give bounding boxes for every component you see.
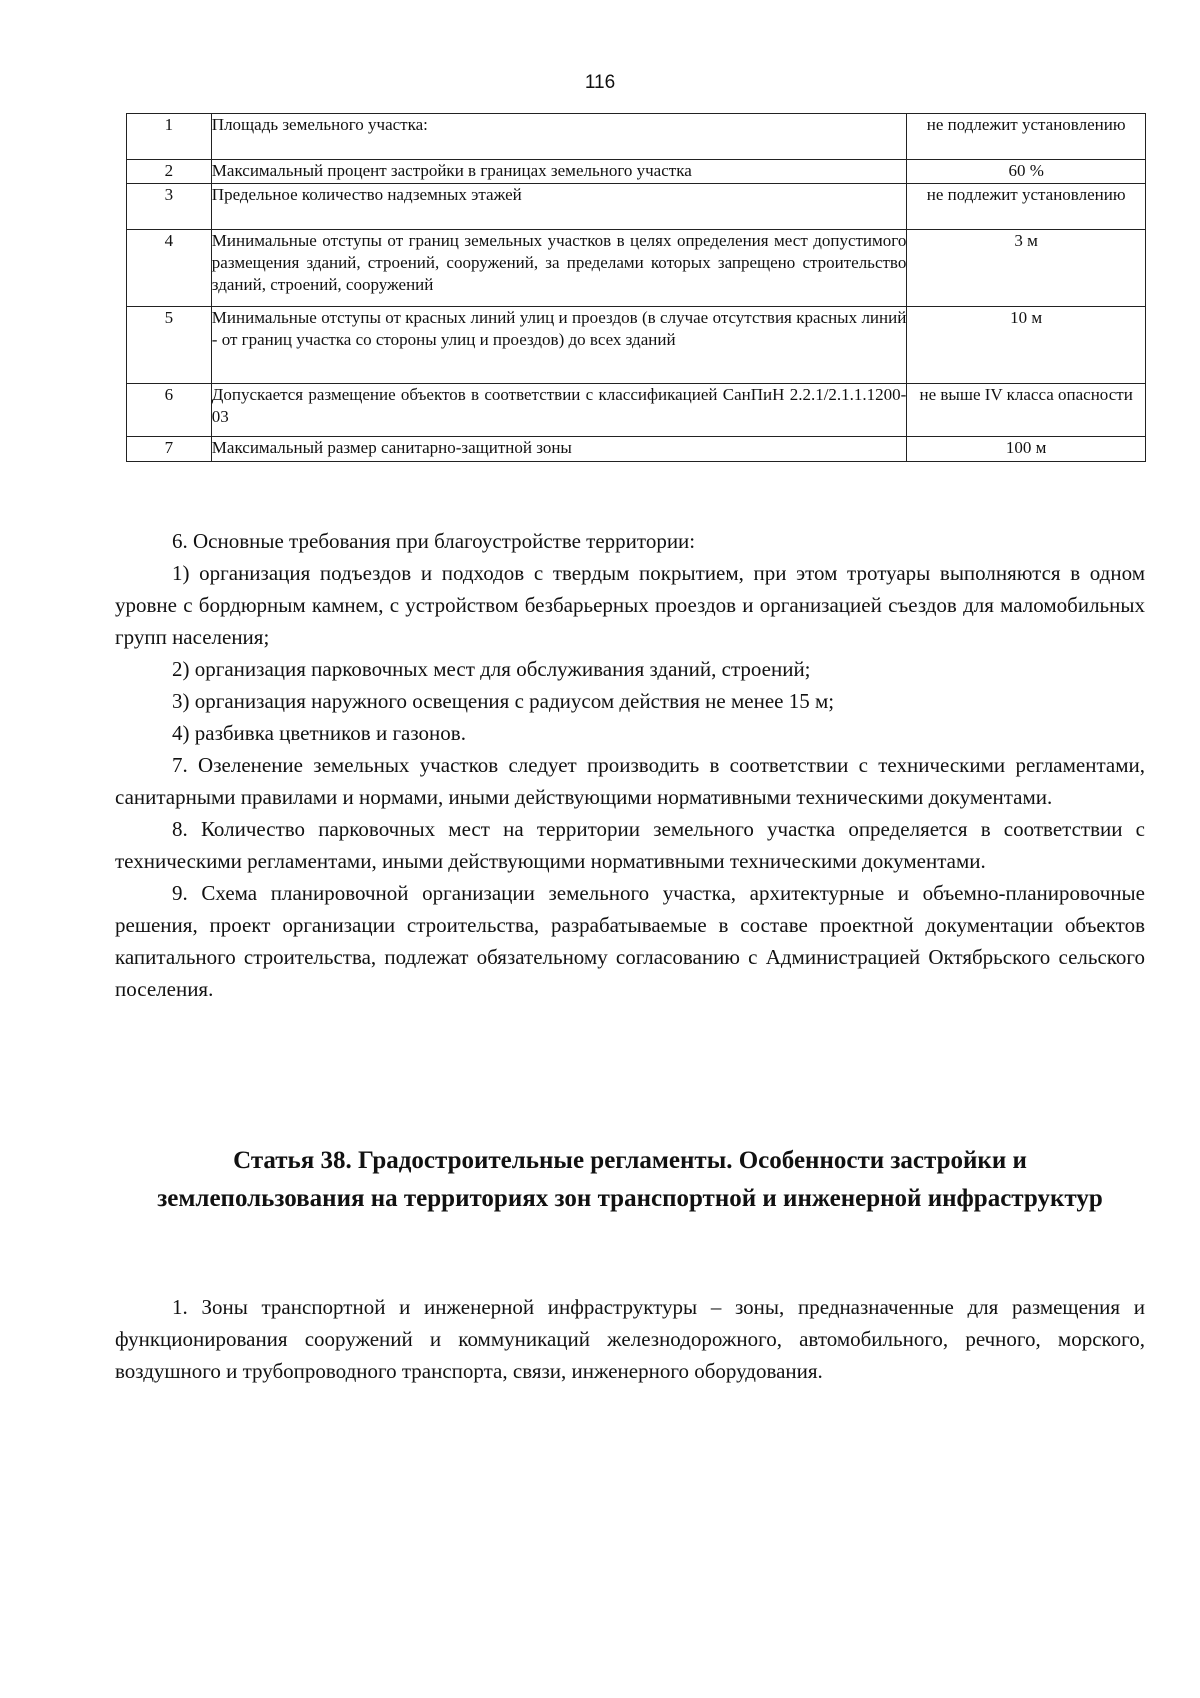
row-number: 4: [127, 230, 212, 307]
list-item: 2) организация парковочных мест для обслуживания зданий, строений;: [172, 657, 811, 681]
row-value: не выше IV класса опасности: [907, 384, 1146, 437]
table-row: [127, 230, 1146, 307]
list-item: 1) организация подъездов и подходов с твердым покрытием, при этом тротуары выполняются в одном уровне с бордюрным камнем, с устройством безбарьерных проездов и организацией съездов для маломобильных групп населения;: [115, 561, 1145, 649]
row-number: 6: [127, 384, 212, 437]
row-description: Предельное количество надземных этажей: [211, 184, 907, 230]
row-number: 2: [127, 160, 212, 184]
row-description: Минимальные отступы от границ земельных участков в целях определения мест допустимого размещения зданий, строений, сооружений, за пределами которых запрещено строительство зданий, строений, сооружений: [211, 230, 907, 307]
requirements-section: [115, 525, 1145, 1005]
table-row: [127, 160, 1146, 184]
row-description: Допускается размещение объектов в соответствии с классификацией СанПиН 2.2.1/2.1.1.1200-03: [211, 384, 907, 437]
row-description: Максимальный процент застройки в границах земельного участка: [211, 160, 907, 184]
row-value: не подлежит установлению: [907, 114, 1146, 160]
table-row: [127, 114, 1146, 160]
row-number: 7: [127, 437, 212, 462]
table-row: [127, 384, 1146, 437]
row-description: Минимальные отступы от красных линий улиц и проездов (в случае отсутствия красных линий - от границ участка со стороны улиц и проездов) до всех зданий: [211, 307, 907, 384]
table-row: [127, 437, 1146, 462]
article-paragraph-1: 1. Зоны транспортной и инженерной инфраструктуры – зоны, предназначенные для размещения и функционирования сооружений и коммуникаций железнодорожного, автомобильного, речного, морского, воздушного и трубопроводного транспорта, связи, инженерного оборудования.: [115, 1295, 1145, 1383]
paragraph-8: 8. Количество парковочных мест на территории земельного участка определяется в соответствии с техническими регламентами, иными действующими нормативными техническими документами.: [115, 817, 1145, 873]
row-value: 60 %: [907, 160, 1146, 184]
paragraph-9: 9. Схема планировочной организации земельного участка, архитектурные и объемно-планировочные решения, проект организации строительства, разрабатываемые в составе проектной документации объектов капитального строительства, подлежат обязательному согласованию с Администрацией Октябрьского сельского поселения.: [115, 881, 1145, 1001]
row-number: 3: [127, 184, 212, 230]
row-description: Площадь земельного участка:: [211, 114, 907, 160]
list-item: 4) разбивка цветников и газонов.: [172, 721, 466, 745]
paragraph-7: 7. Озеленение земельных участков следует производить в соответствии с техническими регламентами, санитарными правилами и нормами, иными действующими нормативными техническими документами.: [115, 753, 1145, 809]
row-value: 10 м: [907, 307, 1146, 384]
paragraph-6-heading: 6. Основные требования при благоустройстве территории:: [172, 529, 696, 553]
table-row: [127, 307, 1146, 384]
row-value: 100 м: [907, 437, 1146, 462]
article-heading: Статья 38. Градостроительные регламенты. Особенности застройки и землепользования на территориях зон транспортной и инженерной инфраструктур: [157, 1147, 1103, 1212]
row-number: 5: [127, 307, 212, 384]
row-value: не подлежит установлению: [907, 184, 1146, 230]
article-body: [115, 1291, 1145, 1387]
list-item: 3) организация наружного освещения с радиусом действия не менее 15 м;: [172, 689, 835, 713]
row-description: Максимальный размер санитарно-защитной зоны: [211, 437, 907, 462]
table-row: [127, 184, 1146, 230]
parameters-table: [126, 113, 1146, 462]
row-value: 3 м: [907, 230, 1146, 307]
row-number: 1: [127, 114, 212, 160]
page-number: 116: [584, 72, 616, 93]
